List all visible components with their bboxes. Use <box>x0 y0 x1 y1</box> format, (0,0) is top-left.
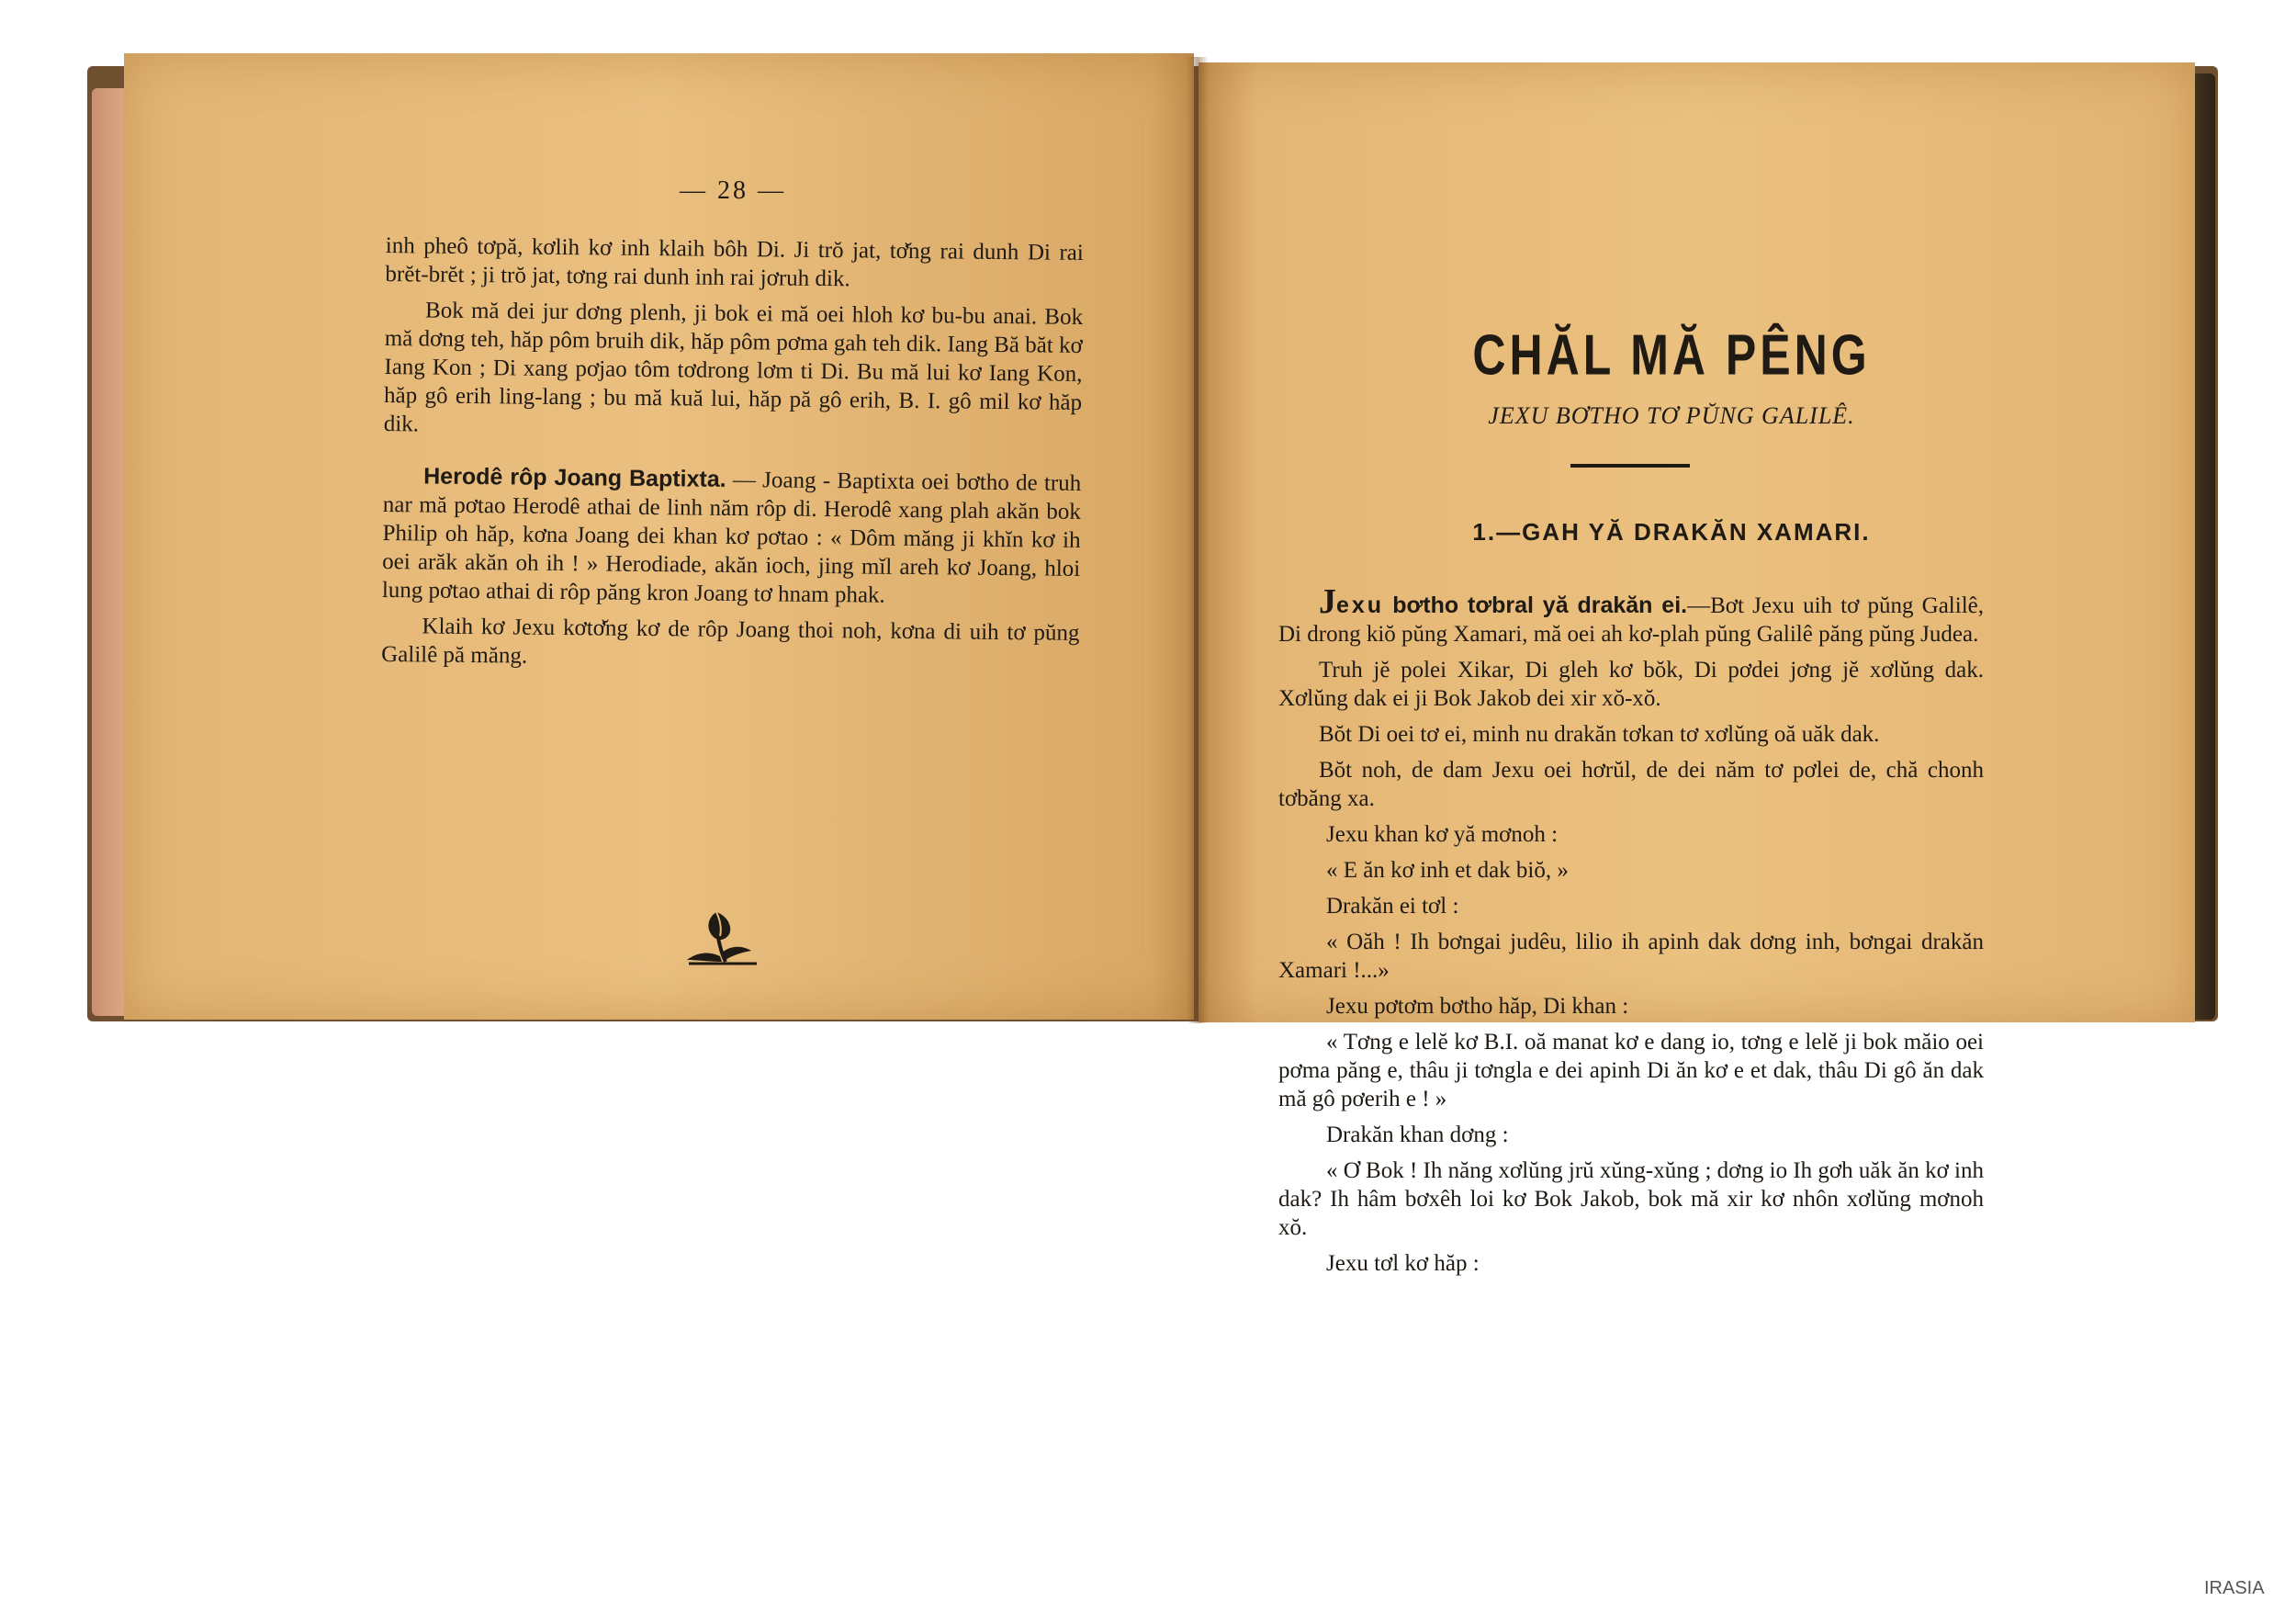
paragraph: inh pheô tơpă, kơlih kơ inh klaih bôh Di. Ji trŏ jat, tơ̆ng rai dunh Di rai brĕt-brĕt ; ji trŏ jat, tơng rai dunh inh rai jơruh dik. <box>385 232 1084 292</box>
page-number: — 28 — <box>680 176 786 205</box>
paragraph: Truh jĕ polei Xikar, Di gleh kơ bŏk, Di pơdei jơng jĕ xơlŭng dak. Xơlŭng dak ei ji Bok Jakob dei xir xŏ-xŏ. <box>1278 658 1984 711</box>
dialogue-line: Jexu pơtơm bơtho hăp, Di khan : <box>1326 994 1629 1019</box>
section-paragraph <box>382 462 1082 612</box>
section-text: — Joang - Baptixta oei bơtho de truh nar mă pơtao Herodê athai de linh năm rôp di. Herodê xang plah akăn bok Philip oh hăp, kơna Joang dei khan kơ pơtao : « Dôm măng ji khĭn kơ ih oei arăk akăn oh ih ! » Herodiade, akăn ioch, jing mĭl areh kơ Joang, hloi lung pơtao athai di rôp păng kron Joang tơ hnam phak. <box>381 467 1082 608</box>
dialogue-quote: « E ăn kơ inh et dak biŏ, » <box>1326 858 1569 883</box>
intro-text: —Bơt Jexu uih tơ pŭng Galilê, Di drong kiŏ pŭng Xamari, mă oei ah kơ-plah pŭng Galilê păng pŭng Judea. <box>1278 593 1984 647</box>
chapter-subtitle: JEXU BƠTHO TƠ PŬNG GALILÊ. <box>1488 402 1855 429</box>
left-page-text <box>381 231 1084 683</box>
paragraph: Bŏt noh, de dam Jexu oei hơrŭl, de dei năm tơ pơlei de, chă chonh tơbăng xa. <box>1278 758 1984 811</box>
section-title: 1.—GAH YĂ DRAKĂN XAMARI. <box>1472 518 1871 546</box>
dialogue-quote: « Tơng e lelĕ kơ B.I. oă manat kơ e dang io, tơng e lelĕ ji bok măio oei pơma păng e, thâu ji tơngla e dei apinh Di ăn kơ e et dak, thâu Di gô ăn dak mă gô pơerih e ! » <box>1278 1030 1984 1111</box>
paragraph: Bŏt Di oei tơ ei, minh nu drakăn tơkan tơ xơlŭng oă uăk dak. <box>1319 722 1880 747</box>
intro-spaced-word: exu <box>1336 592 1385 618</box>
intro-paragraph <box>1278 582 1984 649</box>
divider-rule <box>1570 464 1690 468</box>
dialogue-line: Drakăn khan dơng : <box>1326 1122 1509 1147</box>
book-gutter <box>1187 57 1209 1023</box>
dialogue-line: Drakăn ei tơl : <box>1326 894 1459 919</box>
right-page-text <box>1278 582 1985 1285</box>
intro-heading: bơtho tơbral yă drakăn ei. <box>1392 592 1688 618</box>
paragraph: Bok mă dei jur dơng plenh, ji bok ei mă oei hloh kơ bu-bu anai. Bok mă dơng teh, hăp pôm bruih dik, hăp pôm pơma gah teh dik. Iang Bă băt kơ Iang Kon ; Di xang pơjao tôm tơdrong lơm ti Di. Bu mă lui kơ Iang Kon, hăp gô erih ling-lang ; bu mă kuă lui, hăp pă gô erih, B. I. gô mil kơ hăp dik. <box>383 298 1084 437</box>
dialogue-quote: « Oăh ! Ih bơngai judêu, lilio ih apinh dak dơng inh, bơngai drakăn Xamari !...» <box>1278 930 1984 983</box>
drop-initial: J <box>1319 582 1336 621</box>
dialogue-line: Jexu khan kơ yă mơnoh : <box>1326 822 1559 847</box>
dialogue-line: Jexu tơl kơ hăp : <box>1326 1251 1480 1276</box>
dialogue-quote: « Ơ Bok ! Ih năng xơlŭng jrŭ xŭng-xŭng ; dơng io Ih gơh uăk ăn kơ inh dak? Ih hâm bơxêh loi kơ Bok Jakob, bok mă xir kơ nhôn xơlŭng mơnoh xŏ. <box>1278 1158 1985 1240</box>
chapter-title: CHĂL MĂ PÊNG <box>1472 322 1871 388</box>
section-heading: Herodê rôp Joang Baptixta. <box>423 463 726 492</box>
tulip-ornament-icon <box>680 905 762 969</box>
watermark: IRASIA <box>2204 1578 2265 1598</box>
paragraph: Klaih kơ Jexu kơtơ̆ng kơ de rôp Joang thoi noh, kơna di uih tơ pŭng Galilê pă măng. <box>381 614 1080 669</box>
